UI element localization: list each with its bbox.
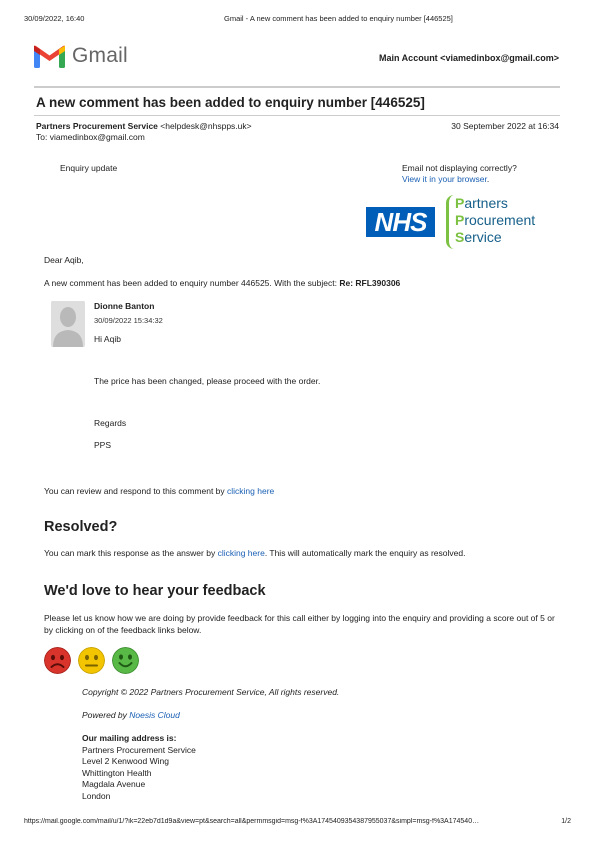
address-line: Magdala Avenue (82, 779, 146, 790)
gmail-m-icon (34, 45, 65, 68)
resolved-text (44, 548, 564, 560)
feedback-text: Please let us know how we are doing by provide feedback for this call either by logging into the enquiry and providing a score out of 5 or by clicking on of the feedback links below. (44, 613, 555, 635)
powered-by-label: Powered by (82, 710, 130, 720)
email-subject: A new comment has been added to enquiry number [446525] (36, 95, 425, 110)
comment-line: Regards (94, 418, 127, 428)
noesis-cloud-link[interactable]: Noesis Cloud (129, 710, 180, 720)
comment-line: PPS (94, 440, 112, 450)
mailing-heading: Our mailing address is: (82, 733, 177, 743)
avatar (51, 301, 85, 347)
mailing-address (82, 733, 196, 803)
review-link[interactable]: clicking here (227, 486, 275, 496)
resolved-intro: You can mark this response as the answer by (44, 548, 218, 558)
review-intro: You can review and respond to this comment by (44, 486, 228, 496)
browser-view-notice (402, 163, 517, 185)
neutral-face-icon[interactable] (78, 647, 105, 674)
address-line: Level 2 Kenwood Wing (82, 756, 169, 767)
greeting: Dear Aqib, (44, 255, 84, 265)
pps-logo-line-3: Service (455, 229, 502, 245)
address-line: Whittington Health (82, 767, 152, 778)
comment-line: Hi Aqib (94, 334, 121, 344)
feedback-faces (44, 647, 139, 674)
account-label: Main Account <viamedinbox@gmail.com> (379, 53, 559, 63)
pps-logo (446, 193, 556, 253)
copyright: Copyright © 2022 Partners Procurement Service, All rights reserved. (82, 687, 340, 697)
new-comment-intro: A new comment has been added to enquiry number 446525. With the subject: (44, 278, 340, 288)
sad-face-icon[interactable] (44, 647, 71, 674)
nhs-logo: NHS (366, 207, 435, 237)
powered-by (82, 710, 180, 720)
resolved-suffix: . This will automatically mark the enquiry as resolved. (264, 548, 466, 558)
print-url: https://mail.google.com/mail/u/1/?ik=22eb7d1d9a&view=pt&search=all&permmsgid=msg-f%3A1745409354387955037&simpl=msg-f%3A174540… (24, 818, 480, 825)
divider (34, 115, 560, 116)
print-title: Gmail - A new comment has been added to enquiry number [446525] (224, 14, 453, 23)
period: . (486, 174, 490, 184)
recipient: To: viamedinbox@gmail.com (36, 132, 145, 142)
review-text (44, 486, 274, 496)
comment-line: The price has been changed, please proceed with the order. (94, 376, 321, 386)
sender (36, 121, 252, 131)
comment-timestamp: 30/09/2022 15:34:32 (94, 316, 163, 325)
comment-subject: Re: RFL390306 (339, 278, 401, 288)
pps-logo-line-2: Procurement (455, 212, 536, 228)
happy-face-icon[interactable] (112, 647, 139, 674)
sent-date: 30 September 2022 at 16:34 (451, 121, 559, 131)
view-in-browser-link[interactable]: View it in your browser (402, 174, 487, 184)
gmail-logo-text: Gmail (72, 44, 128, 67)
sender-email: <helpdesk@nhspps.uk> (160, 121, 252, 131)
print-datetime: 30/09/2022, 16:40 (24, 14, 85, 23)
address-line: Partners Procurement Service (82, 744, 196, 755)
resolve-link[interactable]: clicking here (217, 548, 265, 558)
feedback-heading: We'd love to hear your feedback (44, 583, 266, 599)
address-line: London (82, 790, 111, 801)
enquiry-update-label: Enquiry update (60, 163, 118, 173)
new-comment-text (44, 278, 400, 288)
divider (34, 86, 560, 88)
pps-logo-bracket (446, 195, 454, 249)
pps-logo-line-1: Partners (455, 195, 508, 211)
sender-name: Partners Procurement Service (36, 121, 158, 131)
resolved-heading: Resolved? (44, 519, 118, 535)
page-number: 1/2 (561, 818, 571, 825)
commenter-name: Dionne Banton (94, 301, 155, 311)
gmail-logo[interactable] (34, 44, 128, 68)
user-avatar-icon (51, 301, 85, 347)
not-displaying-text: Email not displaying correctly? (402, 163, 517, 173)
